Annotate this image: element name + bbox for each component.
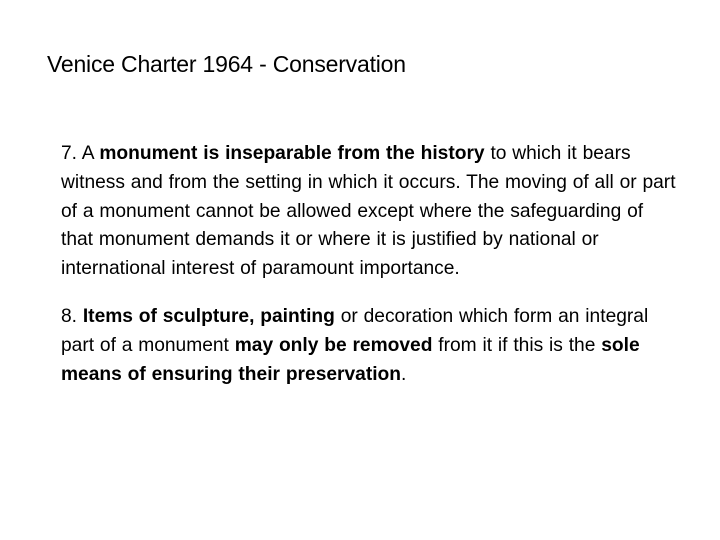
paragraph-8-emphasis-1: Items of sculpture, painting: [82, 305, 335, 327]
paragraph-8-text-2: from it if this is the: [432, 334, 602, 356]
paragraph-8: [61, 303, 676, 389]
paragraph-7-text: to which it bears witness and from the setting in which it occurs. The moving of all or part of a monument cannot be allowed except where the safeguarding of that monument demands it or where it is justified by national or international interest of paramount importance.: [61, 143, 676, 280]
paragraph-8-emphasis-2: may only be removed: [234, 334, 433, 356]
paragraph-8-text-1: or decoration which form an integral part of a monument: [61, 305, 649, 356]
slide-body: [61, 140, 676, 408]
slide-title: Venice Charter 1964 - Conservation: [47, 51, 406, 77]
paragraph-7-emphasis: monument is inseparable from the history: [99, 143, 485, 164]
paragraph-7-number: 7. A: [61, 143, 100, 164]
paragraph-8-number: 8.: [61, 305, 83, 327]
paragraph-7: [61, 140, 676, 284]
paragraph-8-period: .: [401, 363, 407, 385]
paragraph-8-emphasis-3: sole means of ensuring their preservation: [61, 334, 640, 385]
